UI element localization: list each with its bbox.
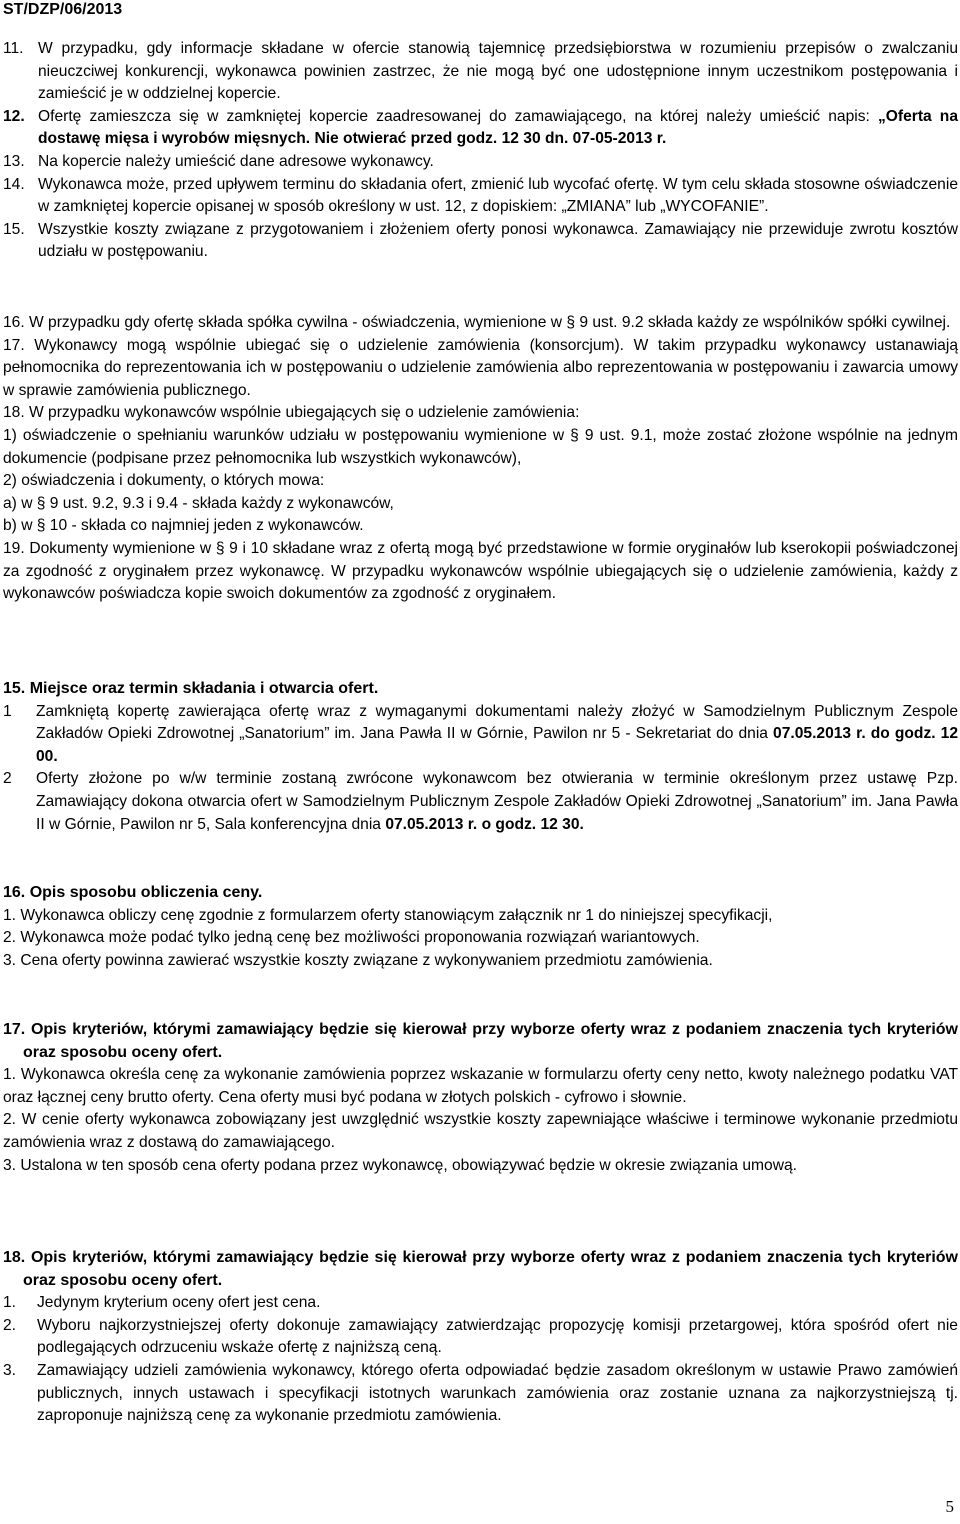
item-number: 1. <box>3 1294 17 1312</box>
item-11 <box>3 38 958 106</box>
item-18-intro: 18. W przypadku wykonawców wspólnie ubiegających się o udzielenie zamówienia: <box>3 404 580 422</box>
item-number: 12. <box>3 107 25 125</box>
page-number: 5 <box>945 1497 954 1516</box>
section-18 <box>3 1247 958 1428</box>
item-text: W przypadku, gdy informacje składane w ofercie stanowią tajemnicę przedsiębiorstwa w rozumieniu przepisów o zwalczaniu nieuczciwej konkurencji, wykonawca powinien zastrzec, że nie mogą być one udostępnione innym uczestnikom postępowania i zamieścić je w oddzielnej kopercie. <box>38 40 958 103</box>
section-16-heading: 16. Opis sposobu obliczenia ceny. <box>3 884 263 901</box>
item-text: Jedynym kryterium oceny ofert jest cena. <box>37 1294 321 1312</box>
item-number: 2 <box>3 770 12 788</box>
item-text: Wszystkie koszty związane z przygotowaniem i złożeniem oferty ponosi wykonawca. Zamawiający nie przewiduje zwrotu kosztów udziału w postępowaniu. <box>38 220 958 261</box>
section-17-item-1: 1. Wykonawca określa cenę za wykonanie zamówienia poprzez wskazanie w formularzu oferty ceny netto, kwoty należnego podatku VAT oraz łącznej ceny brutto oferty. Cena oferty musi być podana w złotych polskich - cyfrowo i słownie. <box>3 1066 958 1106</box>
item-text: Na kopercie należy umieścić dane adresowe wykonawcy. <box>38 152 434 170</box>
item-18-point-1: 1) oświadczenie o spełnianiu warunków udziału w postępowaniu wymienione w § 9 ust. 9.1, może zostać złożone wspólnie na jednym dokumencie (podpisane przez pełnomocnika lub wszystkich wykonawców), <box>3 426 958 467</box>
item-number: 3. <box>3 1361 17 1379</box>
item-text: Zamkniętą kopertę zawierająca ofertę wraz z wymaganymi dokumentami należy złożyć w Samodzielnym Publicznym Zespole Zakładów Opieki Zdrowotnej „Sanatorium” im. Jana Pawła II w Górnie, Pawilon nr 5 - Sekretariat do dnia <box>36 702 958 743</box>
item-text: Ofertę zamieszcza się w zamkniętej kopercie zaadresowanej do zamawiającego, na której należy umieścić napis: <box>38 107 878 125</box>
item-18-point-a: a) w § 9 ust. 9.2, 9.3 i 9.4 - składa każdy z wykonawców, <box>3 494 394 512</box>
item-number: 13. <box>3 152 25 170</box>
item-17: 17. Wykonawcy mogą wspólnie ubiegać się o udzielenie zamówienia (konsorcjum). W takim przypadku wykonawcy ustanawiają pełnomocnika do reprezentowania ich w postępowaniu o udzielenie zamówienia albo reprezentowania w postępowaniu i zawarcia umowy w sprawie zamówienia publicznego. <box>3 336 958 399</box>
item-text: Wyboru najkorzystniejszej oferty dokonuje zamawiający zatwierdzając propozycję komisji przetargowej, która spośród ofert nie podlegających odrzuceniu wskaże ofertę z najniższą ceną. <box>37 1316 958 1357</box>
item-18-point-2: 2) oświadczenia i dokumenty, o których mowa: <box>3 472 325 490</box>
section-15-item-2 <box>3 768 958 836</box>
item-13 <box>3 151 958 174</box>
section-16-item-3: 3. Cena oferty powinna zawierać wszystkie koszty związane z wykonywaniem przedmiotu zamówienia. <box>3 951 713 969</box>
opening-time-text: 07.05.2013 r. o godz. 12 30. <box>385 815 584 833</box>
section-14-items-16-19 <box>3 312 958 606</box>
section-18-item-1 <box>3 1292 958 1315</box>
item-number: 14. <box>3 175 25 193</box>
section-15 <box>3 678 958 836</box>
item-19: 19. Dokumenty wymienione w § 9 i 10 składane wraz z ofertą mogą być przedstawione w formie oryginałów lub kserokopii poświadczonej za zgodność z oryginałem przez wykonawcę. W przypadku wykonawców wspólnie ubiegających się o udzielenie zamówienia, każdy z wykonawców poświadcza kopie swoich dokumentów za zgodność z oryginałem. <box>3 539 958 603</box>
item-18-point-b: b) w § 10 - składa co najmniej jeden z wykonawców. <box>3 517 364 535</box>
item-text: Zamawiający udzieli zamówienia wykonawcy, którego oferta odpowiadać będzie zasadom określonym w ustawie Prawo zamówień publicznych, innych ustawach i specyfikacji istotnych warunkach zamówienia oraz zostanie uznana za najkorzystniejszą tj. zaproponuje najniższą cenę za wykonanie przedmiotu zamówienia. <box>37 1361 958 1425</box>
section-18-item-2 <box>3 1315 958 1360</box>
section-18-item-3 <box>3 1360 958 1428</box>
item-text: Wykonawca może, przed upływem terminu do składania ofert, zmienić lub wycofać ofertę. W tym celu składa stosowne oświadczenie w zamkniętej kopercie opisanej w sposób określony w ust. 12, z dopiskiem: „ZMIANA” lub „WYCOFANIE”. <box>38 175 958 216</box>
item-15 <box>3 219 958 264</box>
item-14 <box>3 174 958 219</box>
item-16: 16. W przypadku gdy ofertę składa spółka cywilna - oświadczenia, wymienione w § 9 ust. 9.2 składa każdy ze wspólników spółki cywilnej. <box>3 314 951 331</box>
item-number: 2. <box>3 1316 17 1334</box>
section-17-heading: 17. Opis kryteriów, którymi zamawiający będzie się kierował przy wyborze oferty wraz z podaniem znaczenia tych kryteriów oraz sposobu oceny ofert. <box>3 1021 958 1061</box>
section-18-heading: 18. Opis kryteriów, którymi zamawiający będzie się kierował przy wyborze oferty wraz z podaniem znaczenia tych kryteriów oraz sposobu oceny ofert. <box>3 1249 958 1289</box>
section-15-item-1 <box>3 701 958 769</box>
section-16-item-1: 1. Wykonawca obliczy cenę zgodnie z formularzem oferty stanowiącym załącznik nr 1 do niniejszej specyfikacji, <box>3 906 773 924</box>
item-number: 1 <box>3 702 12 720</box>
item-12 <box>3 106 958 151</box>
section-16-item-2: 2. Wykonawca może podać tylko jedną cenę bez możliwości proponowania rozwiązań wariantowych. <box>3 929 700 947</box>
item-number: 15. <box>3 220 25 238</box>
section-16 <box>3 882 958 972</box>
item-text: Oferty złożone po w/w terminie zostaną zwrócone wykonawcom bez otwierania w terminie określonym przez ustawę Pzp. Zamawiający dokona otwarcia ofert w Samodzielnym Publicznym Zespole Zakładów Opieki Zdrowotnej „Sanatorium” im. Jana Pawła II w Górnie, Pawilon nr 5, Sala konferencyjna dnia <box>36 770 958 833</box>
deadline-text: 07.05.2013 r. do godz. 12 00. <box>36 725 958 765</box>
item-number: 11. <box>3 40 24 57</box>
section-17 <box>3 1019 958 1177</box>
section-17-item-2: 2. W cenie oferty wykonawca zobowiązany jest uwzględnić wszystkie koszty zapewniające właściwe i terminowe wykonanie przedmiotu zamówienia wraz z dostawą do zamawiającego. <box>3 1111 958 1151</box>
envelope-label-text: „Oferta na dostawę mięsa i wyrobów mięsnych. Nie otwierać przed godz. 12 30 dn. 07-05-2013 r. <box>38 107 958 148</box>
document-code-header: ST/DZP/06/2013 <box>3 1 123 18</box>
section-17-item-3: 3. Ustalona w ten sposób cena oferty podana przez wykonawcę, obowiązywać będzie w okresie związania umową. <box>3 1156 797 1174</box>
section-14-continued <box>3 38 958 264</box>
section-15-heading: 15. Miejsce oraz termin składania i otwarcia ofert. <box>3 680 379 697</box>
